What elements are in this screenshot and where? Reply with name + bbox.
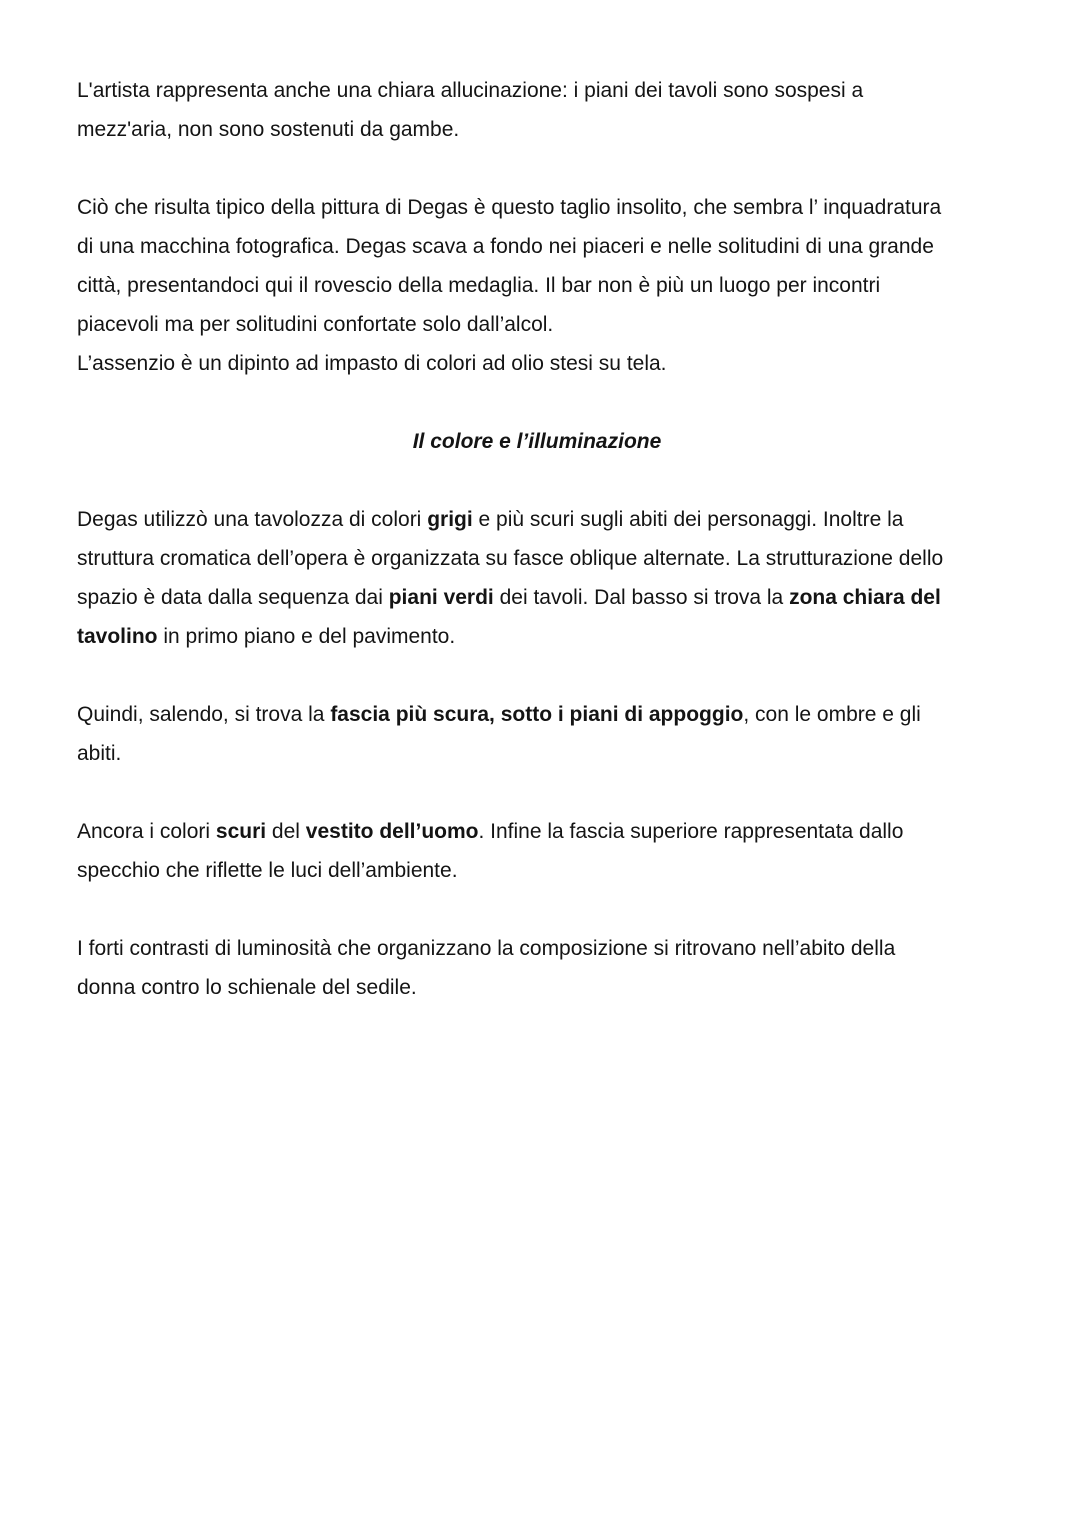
paragraph-color-palette xyxy=(77,500,1027,656)
paragraph-gap xyxy=(77,383,1027,422)
paragraph-gap xyxy=(77,656,1027,695)
paragraph-degas-framing xyxy=(77,188,1027,383)
paragraph-gap xyxy=(77,773,1027,812)
text-run: spazio è data dalla sequenza dai xyxy=(77,586,389,609)
text-line: mezz'aria, non sono sostenuti da gambe. xyxy=(77,118,460,141)
text-line: di una macchina fotografica. Degas scava a fondo nei piaceri e nelle solitudini di una grande xyxy=(77,235,934,258)
text-line: abiti. xyxy=(77,742,122,765)
bold-text: fascia più scura, sotto i piani di appoggio xyxy=(330,703,744,726)
section-heading: Il colore e l’illuminazione xyxy=(412,430,662,453)
text-run: del xyxy=(266,820,306,843)
text-run: , con le ombre e gli xyxy=(743,703,921,726)
paragraph-gap xyxy=(77,149,1027,188)
text-run: . Infine la fascia superiore rappresentata dallo xyxy=(478,820,904,843)
text-run: Ancora i colori xyxy=(77,820,216,843)
text-run: e più scuri sugli abiti dei personaggi. Inoltre la xyxy=(472,508,904,531)
document-page xyxy=(77,71,1027,1007)
text-line: donna contro lo schienale del sedile. xyxy=(77,976,417,999)
paragraph-hallucination xyxy=(77,71,1027,149)
bold-text: zona chiara del xyxy=(789,586,941,609)
paragraph-man-suit xyxy=(77,812,1027,890)
text-line: L’assenzio è un dipinto ad impasto di colori ad olio stesi su tela. xyxy=(77,352,667,375)
paragraph-gap xyxy=(77,890,1027,929)
paragraph-contrasts xyxy=(77,929,1027,1007)
bold-text: piani verdi xyxy=(388,586,494,609)
text-run: dei tavoli. Dal basso si trova la xyxy=(493,586,790,609)
text-line: Ciò che risulta tipico della pittura di Degas è questo taglio insolito, che sembra l’ inquadratura xyxy=(77,196,942,219)
text-run: Degas utilizzò una tavolozza di colori xyxy=(77,508,428,531)
text-line: I forti contrasti di luminosità che organizzano la composizione si ritrovano nell’abito della xyxy=(77,937,896,960)
text-line: città, presentandoci qui il rovescio della medaglia. Il bar non è più un luogo per incontri xyxy=(77,274,881,297)
bold-text: grigi xyxy=(427,508,473,531)
text-line: struttura cromatica dell’opera è organizzata su fasce oblique alternate. La strutturazione dello xyxy=(77,547,944,570)
text-line: L'artista rappresenta anche una chiara allucinazione: i piani dei tavoli sono sospesi a xyxy=(77,79,864,102)
paragraph-gap xyxy=(77,461,1027,500)
bold-text: tavolino xyxy=(77,625,158,648)
bold-text: vestito dell’uomo xyxy=(305,820,479,843)
text-line: specchio che riflette le luci dell’ambiente. xyxy=(77,859,458,882)
text-run: Quindi, salendo, si trova la xyxy=(77,703,331,726)
paragraph-dark-band xyxy=(77,695,1027,773)
text-run: in primo piano e del pavimento. xyxy=(157,625,456,648)
text-line: piacevoli ma per solitudini confortate solo dall’alcol. xyxy=(77,313,554,336)
bold-text: scuri xyxy=(215,820,267,843)
